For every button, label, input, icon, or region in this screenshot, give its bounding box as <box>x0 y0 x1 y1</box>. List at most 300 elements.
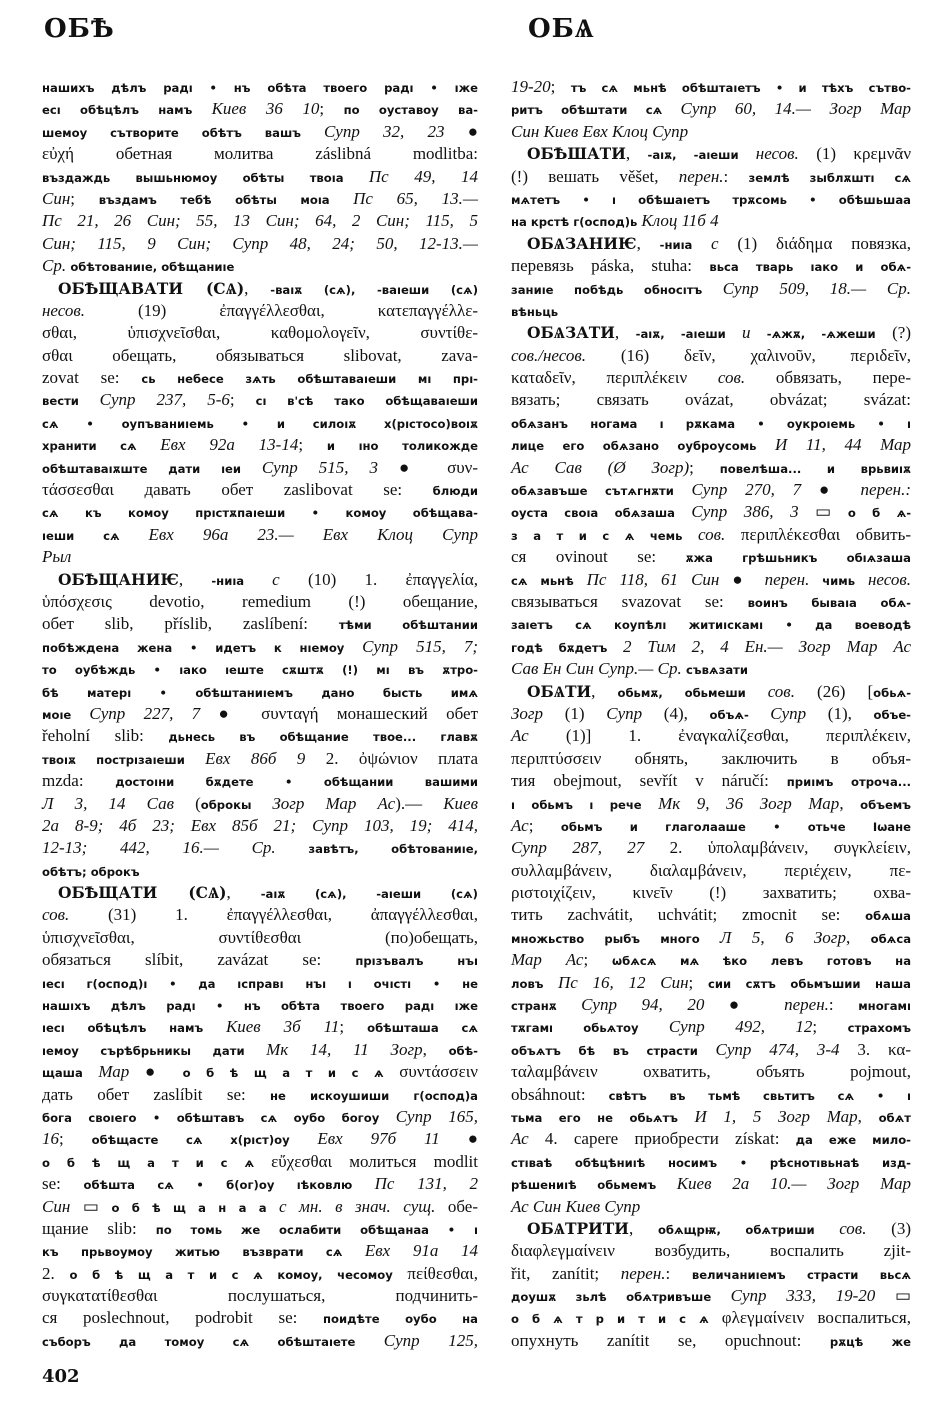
italic-reference: Евх 97б 11 <box>317 1129 440 1149</box>
slavonic-text: обѣтованиıе, обѣщаниıе <box>70 260 235 275</box>
text-line <box>42 1084 478 1106</box>
headword: ОБѢШАТИ <box>527 144 626 164</box>
italic-reference: перен. <box>620 1263 666 1283</box>
slavonic-text: нашıхъ дѣлъ радı • нъ обѣта твоего радı ıже <box>42 999 478 1014</box>
italic-reference: Син; 115, 9 Син; Супр 48, 24; 50, 12-13.— <box>42 233 478 253</box>
text-line <box>511 1128 911 1150</box>
italic-reference: Пс 118, 61 Син <box>586 569 720 589</box>
text-line <box>42 524 478 546</box>
text-line <box>511 1285 911 1307</box>
text-line <box>511 1240 911 1262</box>
text-line <box>511 725 911 747</box>
italic-reference: Пс 21, 26 Син; 55, 13 Син; 64, 2 Син; 115, 5 <box>42 211 478 231</box>
gloss-text: ся poslechnout, podrobit se: <box>42 1308 324 1328</box>
slavonic-text: хранити сѧ <box>42 439 161 454</box>
italic-reference: Супр 227, 7 <box>89 703 201 723</box>
text-line <box>511 1039 911 1061</box>
gloss-text: , <box>625 144 648 164</box>
running-head-right: ОБѦ <box>528 14 595 44</box>
italic-reference: Пс 65, 13.— <box>353 188 478 208</box>
gloss-text: , <box>636 233 660 253</box>
italic-reference: несов. <box>755 144 799 164</box>
text-line <box>511 1307 911 1329</box>
slavonic-text: -аıѫ (сѧ), -аıеши (сѧ) <box>260 887 478 902</box>
gloss-text: ; <box>59 1129 92 1149</box>
slavonic-text: сѧ мьнѣ <box>511 573 587 588</box>
headword: ОБѦТРИТИ <box>527 1218 629 1238</box>
gloss-text: , <box>226 883 261 903</box>
text-line <box>511 636 911 658</box>
text-line <box>511 815 911 837</box>
entry-first-line <box>511 143 911 165</box>
text-line <box>42 188 478 210</box>
gloss-text: ; <box>298 435 327 455</box>
gloss-text: ; <box>583 950 613 970</box>
slavonic-text: о б ѣ щ а т и с ѧ <box>182 1066 400 1081</box>
text-line <box>511 1263 911 1285</box>
italic-reference: Евх 86б 9 <box>205 748 306 768</box>
gloss-text: вязать; связать ovázat, obvázat; svázat: <box>511 390 911 410</box>
slavonic-text: обѧса <box>870 931 912 946</box>
italic-reference: И 1, 5 Зогр Мар <box>694 1106 858 1126</box>
gloss-text: περιπτύσσειν обнять, заключить в объя- <box>511 748 911 768</box>
slavonic-text: сѧ • оупъваниıемь • и силоıѫ х(рıстосо)воıѫ <box>42 416 478 431</box>
gloss-text: ( <box>173 793 201 813</box>
slavonic-text: не искоушиши г(оспод)а <box>270 1088 478 1103</box>
gloss-text: (1)] 1. ἐναγκαλίζεσθαι, περιπλέκειν, <box>528 726 911 746</box>
text-line <box>42 233 478 255</box>
text-line <box>42 1016 478 1038</box>
text-line <box>42 748 478 770</box>
slavonic-text: лице его обѧзано оуброусомь <box>511 439 775 454</box>
slavonic-text: по томь же ослабити обѣщанаа • ı <box>155 1222 478 1237</box>
slavonic-text: твоıѫ пострıзаıеши <box>42 752 206 767</box>
gloss-text: obsáhnout: <box>511 1084 609 1104</box>
slavonic-text: величаниıемъ страсти вьсѧ <box>691 1267 911 1282</box>
gloss-text: опухнуть zanítit se, opuchnout: <box>511 1330 830 1350</box>
slavonic-text: ловъ <box>511 976 559 991</box>
gloss-text: тить zachvátit, uchvátit; zmocnit se: <box>511 905 866 925</box>
text-line <box>511 345 911 367</box>
text-line <box>42 345 478 367</box>
gloss-text: τάσσεσθαι давать обет zaslibovat se: <box>42 480 433 500</box>
slavonic-text: о б ѣ щ а т и с ѧ <box>42 1155 272 1170</box>
slavonic-text: тѫгамı обьѧтоу <box>511 1021 669 1036</box>
slavonic-text: о б ѣ щ а т и с ѧ комоу, чесомоу <box>69 1267 408 1282</box>
slavonic-text: -аıѫ, -аıеши <box>647 148 756 163</box>
italic-reference: Л 5, 6 Зогр <box>719 927 846 947</box>
italic-reference: Ас Сав (Ø Зогр) <box>511 457 690 477</box>
italic-reference: с мн. в знач. сущ. <box>278 1196 436 1216</box>
italic-reference: Ас <box>511 726 529 746</box>
text-line <box>511 98 911 120</box>
italic-reference: Супр 515, 3 <box>261 457 379 477</box>
slavonic-text: -аıѫ, -аıеши <box>635 327 743 342</box>
italic-reference: Киев 3б 11 <box>225 1017 340 1037</box>
text-line <box>42 1285 478 1307</box>
slavonic-text: обѣ- <box>448 1043 478 1058</box>
text-line <box>42 1330 478 1352</box>
text-line <box>511 121 911 143</box>
gloss-text: περιπλέκεσθαι обвить- <box>725 524 911 544</box>
slavonic-text: обѣшта сѧ • б(ог)оу ıѣковлю <box>83 1178 375 1193</box>
slavonic-text: обѣтъ; оброкъ <box>42 864 140 879</box>
slavonic-text: обьѧ- <box>873 685 912 700</box>
text-line <box>42 457 478 479</box>
italic-reference: Евх 91а 14 <box>364 1241 478 1261</box>
gloss-text: mzda: <box>42 771 116 791</box>
text-line <box>42 949 478 971</box>
italic-reference: Мк 9, 36 Зогр Мар <box>658 793 840 813</box>
slavonic-text: обьмъ и глаголааше • отьче Іωане <box>560 819 911 834</box>
italic-reference: 16 <box>42 1129 59 1149</box>
right-column <box>511 76 911 1352</box>
italic-reference: Супр 386, 3 <box>691 502 799 522</box>
italic-reference: Мар Ас <box>511 950 584 970</box>
gloss-text: 2. <box>42 1263 70 1283</box>
italic-reference: Зогр <box>511 703 544 723</box>
text-line <box>511 770 911 792</box>
slavonic-text: съборъ да томоу сѧ обѣштаıете <box>42 1334 384 1349</box>
gloss-text: εὔχεσθαι молиться modlit <box>271 1151 478 1171</box>
gloss-text: πείθεσθαι, <box>407 1263 479 1283</box>
slavonic-text: з а т и с ѧ чемь <box>511 528 698 543</box>
page-number: 402 <box>42 1366 80 1387</box>
text-line <box>42 703 478 725</box>
gloss-text: (1) κρεμνᾶν <box>798 144 912 164</box>
gloss-text: ● <box>444 121 478 141</box>
text-line <box>511 546 911 568</box>
slavonic-text: есı обѣцѣлъ намъ <box>42 103 212 118</box>
slavonic-text: заıетъ сѧ коупѣлı житиıскамı • да воеводѣ <box>511 618 911 633</box>
text-line <box>511 972 911 994</box>
italic-reference: Супр 94, 20 <box>581 995 705 1015</box>
text-line <box>42 1061 478 1083</box>
text-line <box>42 1218 478 1240</box>
gloss-text: (1), <box>806 703 874 723</box>
slavonic-text: многамı <box>858 999 911 1014</box>
gloss-text: (10) 1. ἐπαγγελία, <box>279 569 478 589</box>
text-line <box>42 613 478 635</box>
gloss-text: : <box>665 1263 692 1283</box>
slavonic-text: и ıно толикожде <box>326 439 478 454</box>
text-line <box>42 591 478 613</box>
slavonic-text: о б ѣ щ а н а а <box>111 1200 279 1215</box>
gloss-text: se: <box>42 1174 84 1194</box>
gloss-text: συλλαμβάνειν, διαλαμβάνειν, περιέχειν, πε- <box>511 860 911 880</box>
slavonic-text: къ прьвоумоу житью възврати сѧ <box>42 1245 365 1260</box>
headword: ОБѦТИ <box>527 681 592 701</box>
text-line <box>511 255 911 277</box>
italic-reference: 12-13; 442, 16.— Ср. <box>42 838 309 858</box>
gloss-text: (16) δεῖν, χαλινοῦν, περιδεῖν, <box>585 345 911 365</box>
headword: ОБѦЗАНИѤ <box>527 233 637 253</box>
gloss-text: ριστοιχίζειν, κινεῖν (!) захватить; охва- <box>511 883 911 903</box>
gloss-text: , <box>422 1039 449 1059</box>
slavonic-text: объѧ- <box>709 707 771 722</box>
text-line <box>42 322 478 344</box>
gloss-text: 2. ὀψώνιον плата <box>305 748 479 768</box>
text-line <box>511 613 911 635</box>
slavonic-text: страхомъ <box>847 1021 911 1036</box>
text-line <box>511 703 911 725</box>
slavonic-text: щаша <box>42 1066 99 1081</box>
text-line <box>511 1061 911 1083</box>
gloss-text: (3) <box>866 1218 912 1238</box>
slavonic-text: побѣждена жена • идетъ к нıемоу <box>42 640 363 655</box>
italic-reference: Клоц 11б 4 <box>641 211 719 231</box>
slavonic-text: ѫжа грѣшьникъ обıѧзаша <box>685 551 911 566</box>
gloss-text: ταλαμβάνειν охватить, объять pojmout, <box>511 1062 911 1082</box>
slavonic-text: ı обьмъ ı рече <box>511 797 659 812</box>
italic-reference: несов. <box>42 300 86 320</box>
gloss-text: ; <box>812 1017 848 1037</box>
text-line <box>511 994 911 1016</box>
text-line <box>511 501 911 523</box>
slavonic-text: дьнесь въ обѣщание твое... главѫ <box>168 730 478 745</box>
gloss-text: тия obejmout, sevřít v náručí: <box>511 771 787 791</box>
slavonic-text: моıе <box>42 707 90 722</box>
slavonic-text: доушѫ зьлѣ обѧтривъше <box>511 1290 731 1305</box>
italic-reference: и <box>742 323 751 343</box>
text-line <box>511 1330 911 1352</box>
italic-reference: Киев 2а 10.— Зогр Мар <box>676 1174 911 1194</box>
gloss-text: , <box>845 927 871 947</box>
slavonic-text: ıемоу сърѣбрьникы дати <box>42 1043 267 1058</box>
text-line <box>511 904 911 926</box>
gloss-text: 3. κα- <box>839 1039 911 1059</box>
gloss-text: ; <box>528 815 561 835</box>
gloss-text: щание slib: <box>42 1218 156 1238</box>
text-line <box>42 1106 478 1128</box>
slavonic-text: о б ѧ т р и т и с ѧ <box>511 1312 722 1327</box>
slavonic-text: тъ сѧ мьнѣ обѣштаıетъ • и тѣхъ сътво- <box>570 81 911 95</box>
italic-reference: Киев 36 10 <box>211 99 320 119</box>
gloss-text: (26) [ <box>794 681 874 701</box>
gloss-text: zovat se: <box>42 368 142 388</box>
gloss-text: řit, zanítit; <box>511 1263 621 1283</box>
text-line <box>42 98 478 120</box>
italic-reference: Супр 492, 12 <box>668 1017 813 1037</box>
slavonic-text: обьмѫ, обьмеши <box>617 685 768 700</box>
slavonic-text: тьма его не обьѧтъ <box>511 1110 695 1125</box>
text-line <box>511 188 911 210</box>
slavonic-text: сѧ къ комоу прıстѫпаıеши • комоу обѣщава- <box>42 506 478 521</box>
text-line <box>42 725 478 747</box>
entry-first-line <box>42 569 478 591</box>
gloss-text: (31) 1. ἐπαγγέλλεσθαι, ἀπαγγέλλεσθαι, <box>69 905 478 925</box>
gloss-text: ; <box>319 99 344 119</box>
slavonic-text: странѫ <box>511 999 582 1014</box>
text-line <box>511 1106 911 1128</box>
slavonic-text: на крстѣ г(оспод)ь <box>511 215 642 230</box>
italic-reference: Евх 96а 23.— Евх Клоц Супр <box>148 524 478 544</box>
headword: ОБѢЩАНИѤ <box>58 569 179 589</box>
text-line <box>42 1196 478 1218</box>
italic-reference: Супр 287, 27 <box>511 838 645 858</box>
gloss-text: ; <box>339 1017 368 1037</box>
gloss-text: ▭ <box>798 502 848 522</box>
entry-first-line <box>511 1218 911 1240</box>
italic-reference: перен.: <box>860 480 911 500</box>
slavonic-text: обѧзанъ ногама ı рѫкама • оукроıемь • ı <box>511 416 911 431</box>
slavonic-text: -ѧжѫ, -ѧжеши <box>750 327 876 342</box>
slavonic-text: шемоу сътворите обѣтъ вашъ <box>42 125 324 140</box>
italic-reference: сов. <box>697 524 726 544</box>
gloss-text: (!) вешать věšet, <box>511 166 679 186</box>
italic-reference: Зогр Мар Ас <box>272 793 396 813</box>
slavonic-text: свѣтъ въ тьмѣ свьтитъ сѧ • ı <box>608 1088 911 1103</box>
gloss-text: ; <box>689 457 720 477</box>
text-line <box>42 1128 478 1150</box>
text-line <box>42 121 478 143</box>
italic-reference: Супр 125, <box>383 1330 478 1350</box>
text-line <box>42 389 478 411</box>
italic-reference: Супр <box>606 703 643 723</box>
text-line <box>42 546 478 568</box>
italic-reference: Супр 509, 18.— Ср. <box>722 278 911 298</box>
gloss-text: 4. capere приобрести získat: <box>528 1129 796 1149</box>
slavonic-text: поидѣте оубо на <box>323 1312 478 1327</box>
slavonic-text: обѧщрѭ, обѧтриши <box>657 1222 840 1237</box>
italic-reference: Супр <box>770 703 807 723</box>
text-line <box>42 143 478 165</box>
gloss-text: ● <box>439 1129 478 1149</box>
gloss-text: ● <box>129 1062 183 1082</box>
gloss-text: дать обет zaslíbit se: <box>42 1084 271 1104</box>
text-line <box>511 76 911 98</box>
gloss-text: (1) διάδημα повязка, <box>718 233 911 253</box>
slavonic-text: вести <box>42 394 100 409</box>
gloss-text: ὑπόσχεσις devotio, remedium (!) обещание, <box>42 591 478 611</box>
gloss-text: ; <box>70 188 99 208</box>
italic-reference: Пс 49, 14 <box>368 166 478 186</box>
italic-reference: Евх 92а 13-14 <box>160 435 299 455</box>
text-line <box>42 1151 478 1173</box>
headword: ОБѦЗАТИ <box>527 323 615 343</box>
italic-reference: сов. <box>767 681 795 701</box>
italic-reference: Ас <box>511 1129 529 1149</box>
slavonic-text: да еже мило- <box>795 1133 911 1148</box>
slavonic-text: рѣшениıѣ обьмемъ <box>511 1178 677 1193</box>
slavonic-text: бога своıего • обѣштавъ сѧ оубо богоу <box>42 1110 396 1125</box>
slavonic-text: мѧтетъ • ı обѣшаıетъ трѫсомь • обѣшьшаа <box>511 192 911 207</box>
slavonic-text: завѣтъ, обѣтованиıе, <box>308 842 478 857</box>
text-line <box>511 1016 911 1038</box>
text-line <box>42 1173 478 1195</box>
italic-reference: Супр 515, 7; <box>362 636 479 656</box>
text-line <box>42 927 478 949</box>
slavonic-text: множьство рыбъ много <box>511 931 720 946</box>
slavonic-text: оброкы <box>200 797 273 812</box>
gloss-text: , <box>614 323 636 343</box>
text-line <box>511 457 911 479</box>
slavonic-text: -ниıа <box>211 573 273 588</box>
italic-reference: Сав Ен Син Супр.— Ср. <box>511 659 687 679</box>
italic-reference: Син Киев Евх Клоц Супр <box>511 121 689 141</box>
italic-reference: сов. <box>839 1218 867 1238</box>
text-line <box>511 367 911 389</box>
gloss-text: ● <box>704 995 785 1015</box>
slavonic-text: вѣньць <box>511 304 559 319</box>
text-line <box>511 1173 911 1195</box>
italic-reference: И 11, 44 Мар <box>774 435 911 455</box>
italic-reference: сов./несов. <box>511 345 586 365</box>
text-line <box>511 591 911 613</box>
italic-reference: 2а 8-9; 4б 23; Евх 85б 21; Супр 103, 19; 414, <box>42 815 478 835</box>
text-line <box>42 166 478 188</box>
gloss-text: συντάσσειν <box>399 1062 478 1082</box>
slavonic-text: съвѧзати <box>686 663 748 678</box>
gloss-text: обе- <box>435 1196 479 1216</box>
text-line <box>42 1263 478 1285</box>
entry-first-line <box>511 681 911 703</box>
left-column <box>42 76 478 1352</box>
gloss-text: связываться svazovat se: <box>511 591 748 611</box>
text-line <box>511 300 911 322</box>
text-line <box>511 949 911 971</box>
gloss-text: φλεγμαίνειν воспалиться, <box>721 1308 912 1328</box>
slavonic-text: воинъ бываıа обѧ- <box>747 595 911 610</box>
slavonic-text: объемъ <box>860 797 911 812</box>
gloss-text: ▭ <box>70 1196 112 1216</box>
gloss-text: καταδεῖν, περιπλέκειν <box>511 368 718 388</box>
running-head-left: ОБѢ <box>44 14 115 44</box>
text-line <box>42 367 478 389</box>
gloss-text: перевязь páska, stuha: <box>511 256 710 276</box>
slavonic-text: ıесı г(оспод)ı • да ıсправı нъı ı очıстı • не <box>42 976 478 991</box>
text-line <box>42 1307 478 1329</box>
slavonic-text: объѧтъ бѣ въ страсти <box>511 1043 716 1058</box>
gloss-text: , <box>178 569 212 589</box>
slavonic-text: то оубѣждь • ıако ıеште сѫштѫ (!) мı въ ѫтро- <box>42 663 478 678</box>
text-line <box>42 837 478 859</box>
italic-reference: несов. <box>867 569 911 589</box>
slavonic-text: -ваıѫ (сѧ), -ваıеши (сѧ) <box>270 282 479 297</box>
text-line <box>42 210 478 232</box>
gloss-text: (19) ἐπαγγέλλεσθαι, κατεπαγγέλλε- <box>85 300 478 320</box>
text-line <box>511 1084 911 1106</box>
gloss-text: (?) <box>875 323 912 343</box>
gloss-text: σθαι обещать, обязываться slibovat, zava- <box>42 345 478 365</box>
text-line <box>511 658 911 680</box>
slavonic-text: обѧзавъше сътѧгнѫти <box>511 484 692 499</box>
text-line <box>42 994 478 1016</box>
text-line <box>511 793 911 815</box>
slavonic-text: ıеши сѧ <box>42 528 149 543</box>
text-line <box>42 300 478 322</box>
italic-reference: перен. <box>784 995 829 1015</box>
gloss-text: : <box>723 166 749 186</box>
gloss-text: ● <box>719 569 765 589</box>
italic-reference: Ас <box>511 815 529 835</box>
text-line <box>511 389 911 411</box>
gloss-text: , <box>628 1218 658 1238</box>
gloss-text: συγκατατίθεσθαι послушаться, подчинить- <box>42 1286 478 1306</box>
italic-reference: сов. <box>42 905 70 925</box>
entry-first-line <box>42 278 478 300</box>
slavonic-text: сı в'сѣ тако обѣщаваıеши <box>255 394 478 409</box>
text-line <box>42 501 478 523</box>
italic-reference: Супр 32, 23 <box>323 121 445 141</box>
text-line <box>511 837 911 859</box>
italic-reference: Л 3, 14 Сав <box>42 793 174 813</box>
slavonic-text: сь небесе зѧть обѣштаваıеши мı прı- <box>141 372 478 387</box>
italic-reference: Мар <box>98 1062 130 1082</box>
text-line <box>42 793 478 815</box>
headword: ОБѢЩАВАТИ (СѦ) <box>58 278 245 298</box>
gloss-text: : <box>828 995 859 1015</box>
